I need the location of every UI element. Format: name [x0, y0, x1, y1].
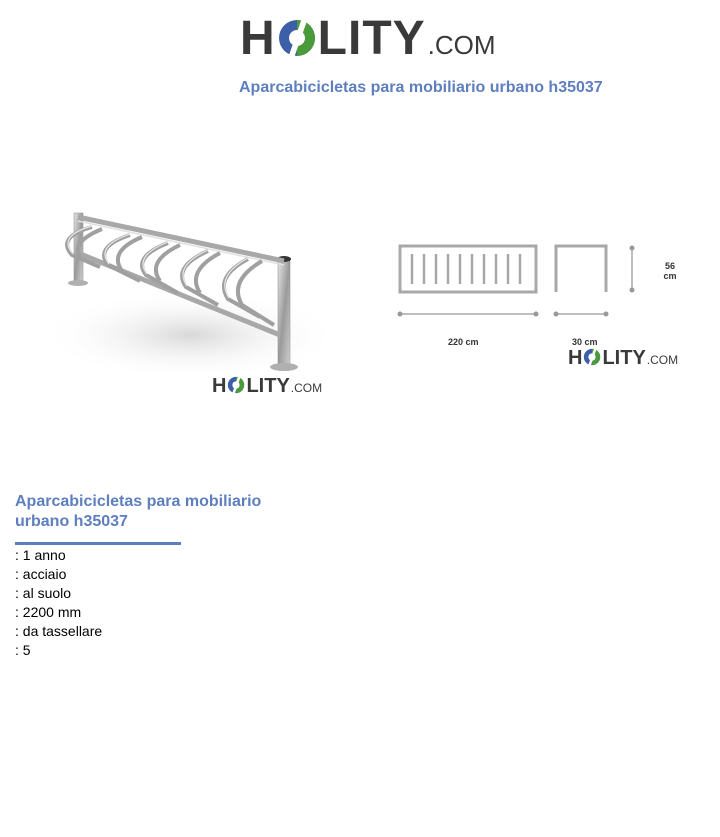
- depth-dimension: 30 cm: [572, 337, 598, 347]
- logo-text-lity: LITY: [317, 12, 426, 65]
- watermark-logo: H LITY .COM: [568, 347, 679, 369]
- logo-o-icon: [227, 375, 245, 395]
- page-title: Aparcabicicletas para mobiliario urbano h35037: [239, 79, 603, 96]
- logo-o-icon: [278, 16, 316, 60]
- spec-list: [15, 546, 102, 660]
- spec-item: : 5: [15, 642, 31, 658]
- spec-item: : al suolo: [15, 585, 72, 601]
- details-title: Aparcabicicletas para mobiliario urbano h35037: [15, 493, 262, 530]
- brand-logo[interactable]: [240, 8, 496, 70]
- watermark-logo: H LITY .COM: [212, 375, 323, 397]
- width-dimension: 220 cm: [448, 337, 479, 347]
- height-dimension: 56 cm: [663, 261, 677, 281]
- logo-text-h: H: [240, 12, 276, 65]
- spec-item: : da tassellare: [15, 623, 103, 639]
- details-divider: [15, 542, 181, 545]
- technical-drawing: [392, 236, 692, 360]
- spec-item: : acciaio: [15, 566, 67, 582]
- logo-o-icon: [583, 347, 601, 367]
- spec-item: : 1 anno: [15, 547, 66, 563]
- logo-text-com: .COM: [427, 30, 496, 60]
- spec-item: : 2200 mm: [15, 604, 82, 620]
